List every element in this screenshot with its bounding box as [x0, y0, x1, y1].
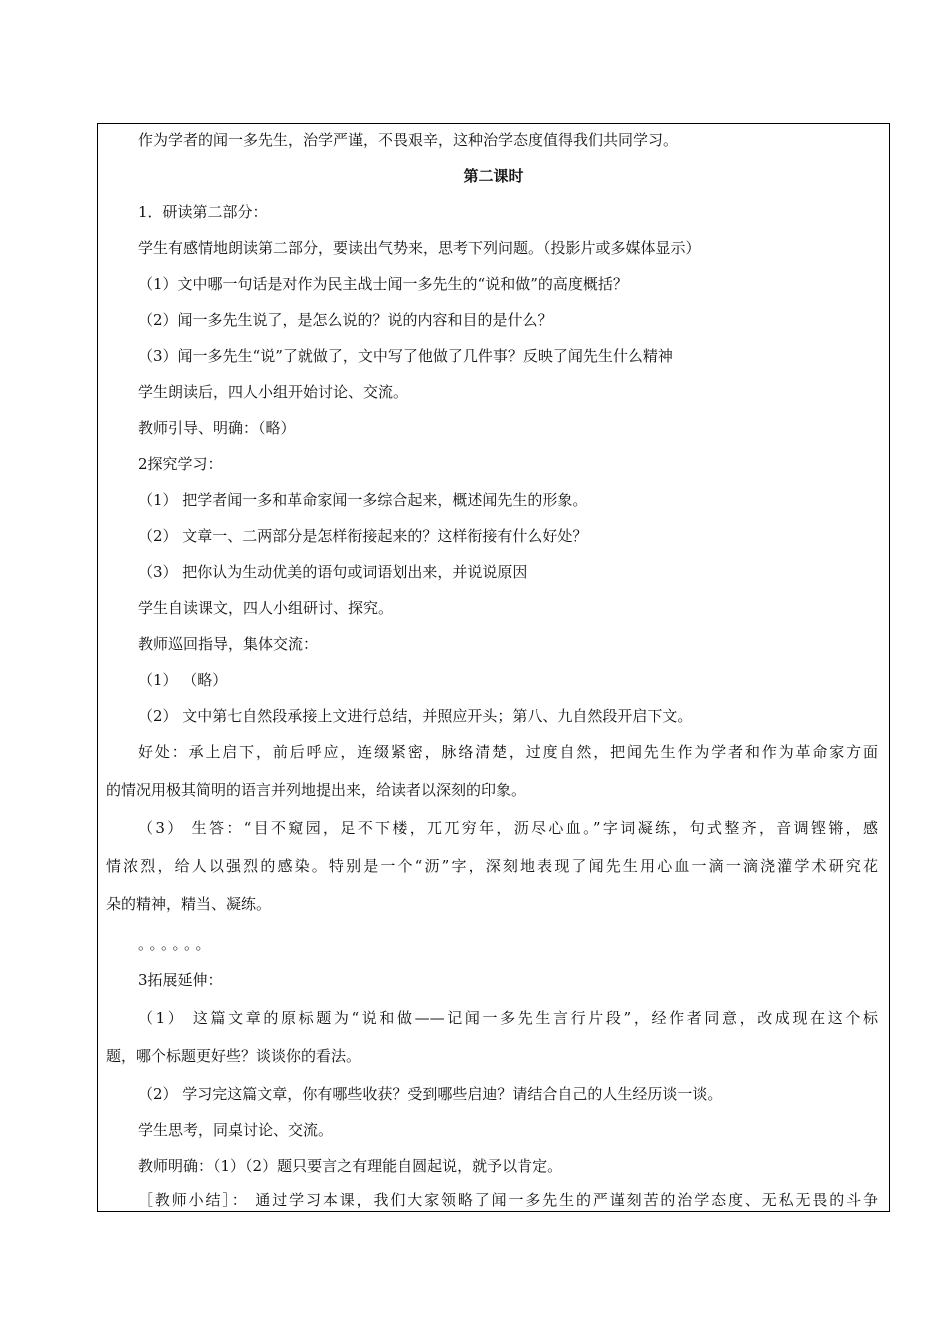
paragraph-line: 学生有感情地朗读第二部分，要读出气势来，思考下列问题。（投影片或多媒体显示） [138, 239, 701, 257]
paragraph-line: 朵的精神，精当、凝练。 [106, 895, 272, 913]
paragraph-line: （1） 这篇文章的原标题为“说和做——记闻一多先生言行片段”，经作者同意，改成现在这个标 [138, 1009, 878, 1027]
paragraph-line: 学生自读课文，四人小组研讨、探究。 [138, 599, 394, 617]
paragraph-line: （3） 把你认为生动优美的语句或词语划出来，并说说原因 [138, 563, 528, 581]
paragraph-line: 题，哪个标题更好些？谈谈你的看法。 [106, 1047, 362, 1065]
paragraph-line: 教师引导、明确：（略） [138, 419, 296, 437]
paragraph-line: （1） （略） [138, 671, 228, 689]
paragraph-line: （3）闻一多先生“说”了就做了，文中写了他做了几件事？反映了闻先生什么精神 [138, 347, 673, 365]
paragraph-line: 的情况用极其简明的语言并列地提出来，给读者以深刻的印象。 [106, 781, 527, 799]
paragraph-line: 作为学者的闻一多先生，治学严谨，不畏艰辛，这种治学态度值得我们共同学习。 [138, 131, 679, 149]
paragraph-line: 1．研读第二部分： [138, 203, 268, 221]
paragraph-line: （1）文中哪一句话是对作为民主战士闻一多先生的“说和做”的高度概括？ [138, 275, 628, 293]
lesson-heading: 第二课时 [463, 167, 524, 185]
content-box [97, 123, 890, 1212]
paragraph-line: ［教师小结］： 通过学习本课，我们大家领略了闻一多先生的严谨刻苦的治学态度、无私无畏的斗争 [138, 1191, 878, 1209]
paragraph-line: （2）闻一多先生说了，是怎么说的？说的内容和目的是什么？ [138, 311, 553, 329]
paragraph-line: 3拓展延伸： [138, 971, 223, 989]
paragraph-line: 教师明确：（1）（2）题只要言之有理能自圆起说，就予以肯定。 [138, 1157, 563, 1175]
paragraph-line: （2） 文章一、二两部分是怎样衔接起来的？这样衔接有什么好处？ [138, 527, 588, 545]
paragraph-line: （2） 学习完这篇文章，你有哪些收获？受到哪些启迪？请结合自己的人生经历谈一谈。 [138, 1085, 723, 1103]
paragraph-line: 2探究学习： [138, 455, 223, 473]
paragraph-line: 学生朗读后，四人小组开始讨论、交流。 [138, 383, 409, 401]
paragraph-line: 学生思考，同桌讨论、交流。 [138, 1121, 334, 1139]
paragraph-line: 教师巡回指导，集体交流： [138, 635, 319, 653]
paragraph-line: （1） 把学者闻一多和革命家闻一多综合起来，概述闻先生的形象。 [138, 491, 588, 509]
ellipsis-line: 。。。。。。 [138, 935, 215, 953]
paragraph-line: （3） 生答：“目不窥园，足不下楼，兀兀穷年，沥尽心血。”字词凝练，句式整齐，音调铿锵，感 [138, 819, 878, 837]
paragraph-line: 情浓烈，给人以强烈的感染。特别是一个“沥”字，深刻地表现了闻先生用心血一滴一滴浇灌学术研究花 [106, 857, 878, 875]
paragraph-line: （2） 文中第七自然段承接上文进行总结，并照应开头；第八、九自然段开启下文。 [138, 707, 693, 725]
paragraph-line: 好处：承上启下，前后呼应，连缀紧密，脉络清楚，过度自然，把闻先生作为学者和作为革命家方面 [138, 743, 878, 761]
